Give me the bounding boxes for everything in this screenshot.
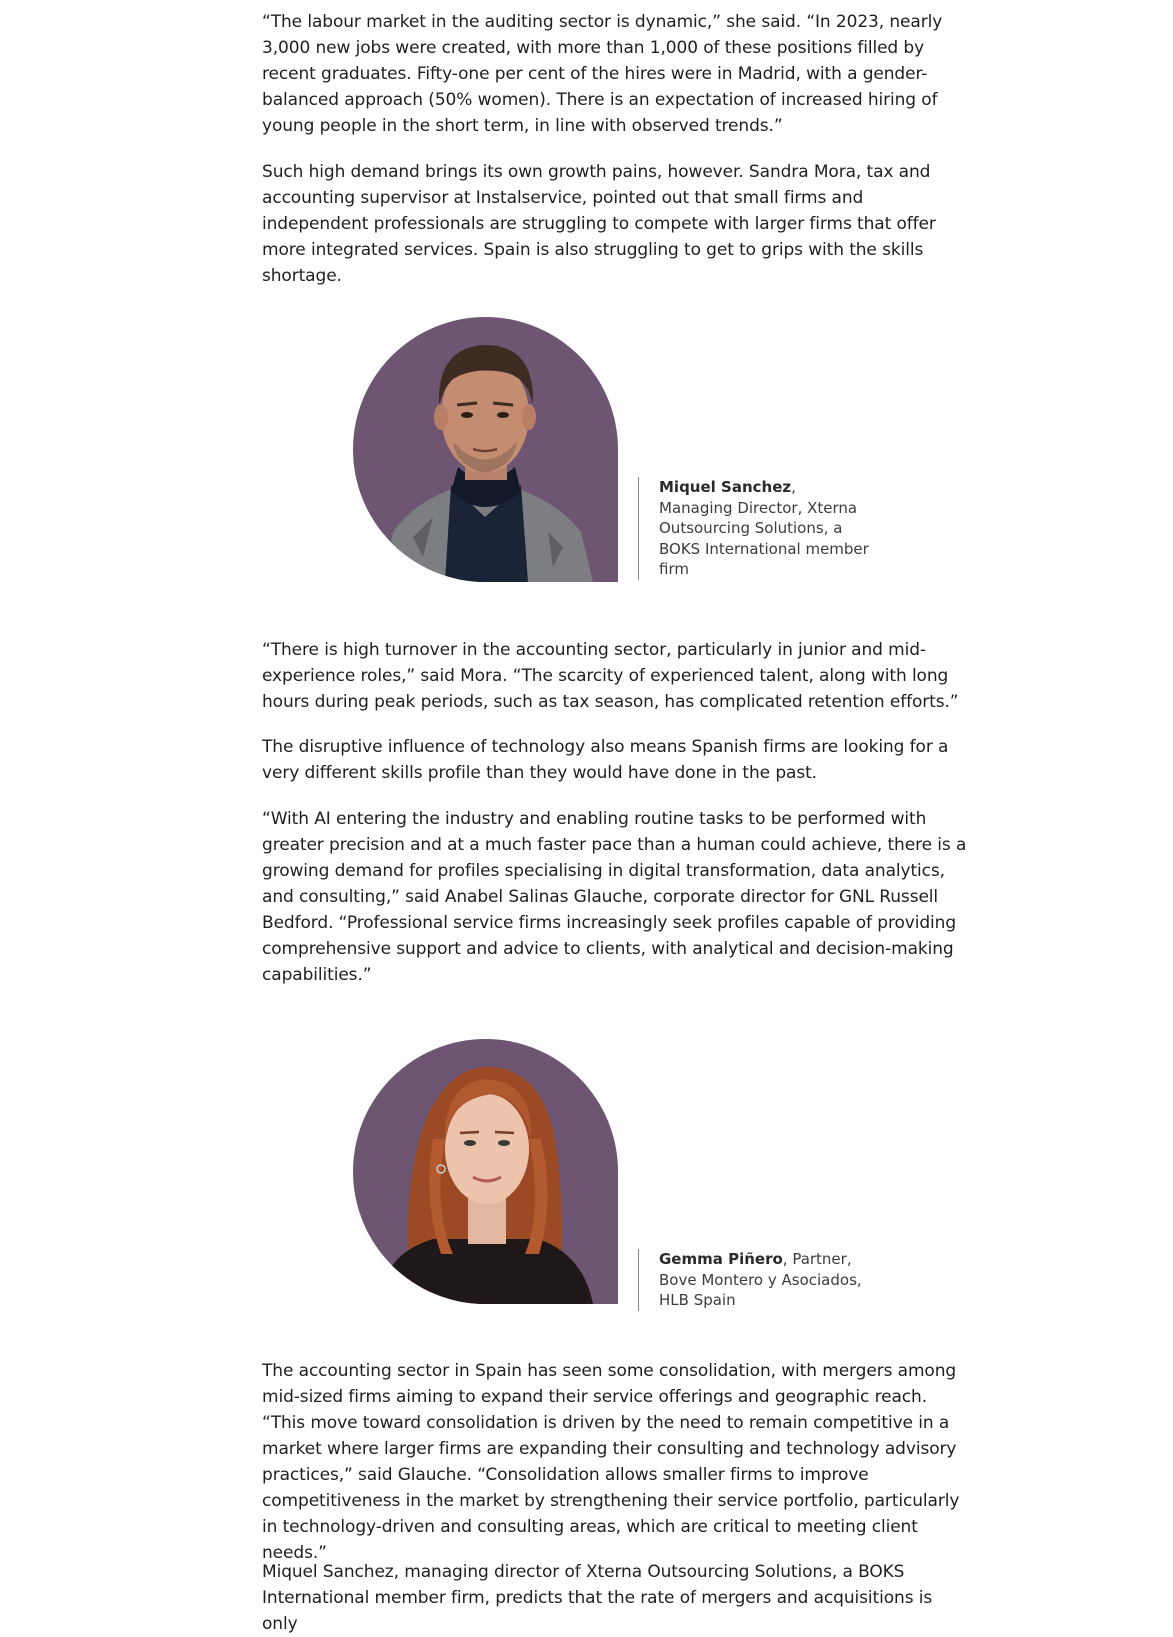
profile-caption <box>638 1249 869 1311</box>
portrait-photo <box>353 1039 618 1304</box>
article-paragraph: “There is high turnover in the accounting sector, particularly in junior and mid-experience roles,” said Mora. “The scarcity of experienced talent, along with long hours during peak periods, such as tax season, has complicated retention efforts.” <box>262 640 959 712</box>
article-paragraph: “With AI entering the industry and enabling routine tasks to be performed with greater precision and at a much faster pace than a human could achieve, there is a growing demand for profiles specialising in digital transformation, data analytics, and consulting,” said Anabel Salinas Glauche, corporate director for GNL Russell Bedford. “Professional service firms increasingly seek profiles capable of providing comprehensive support and advice to clients, with analytical and decision-making capabilities.” <box>262 809 967 985</box>
man-portrait-icon <box>353 317 618 582</box>
article-paragraph: The disruptive influence of technology also means Spanish firms are looking for a very different skills profile than they would have done in the past. <box>262 737 949 783</box>
woman-portrait-icon <box>353 1039 618 1304</box>
article-paragraph: Miquel Sanchez, managing director of Xterna Outsourcing Solutions, a BOKS International member firm, predicts that the rate of mergers and acquisitions is only <box>262 1562 933 1634</box>
article-paragraph: The accounting sector in Spain has seen some consolidation, with mergers among mid-sized firms aiming to expand their service offerings and geographic reach. “This move toward consolidation is driven by the need to remain competitive in a market where larger firms are expanding their consulting and technology advisory practices,” said Glauche. “Consolidation allows smaller firms to improve competitiveness in the market by strengthening their service portfolio, particularly in technology-driven and consulting areas, which are critical to meeting client needs.” <box>262 1361 960 1563</box>
profile-card-miquel-sanchez <box>353 317 873 582</box>
profile-caption <box>638 477 869 580</box>
portrait-photo <box>353 317 618 582</box>
profile-title: , Managing Director, Xterna Outsourcing Solutions, a BOKS International member firm <box>659 478 869 578</box>
profile-card-gemma-pinero <box>353 1039 873 1309</box>
profile-name: Gemma Piñero <box>659 1250 783 1268</box>
profile-title: , Partner, Bove Montero y Asociados, HLB Spain <box>659 1250 862 1309</box>
article-paragraph: Such high demand brings its own growth pains, however. Sandra Mora, tax and accounting supervisor at Instalservice, pointed out that small firms and independent professionals are struggling to compete with larger firms that offer more integrated services. Spain is also struggling to get to grips with the skills shortage. <box>262 162 936 286</box>
profile-name: Miquel Sanchez <box>659 478 792 496</box>
article-paragraph: “The labour market in the auditing sector is dynamic,” she said. “In 2023, nearly 3,000 new jobs were created, with more than 1,000 of these positions filled by recent graduates. Fifty-one per cent of the hires were in Madrid, with a gender-balanced approach (50% women). There is an expectation of increased hiring of young people in the short term, in line with observed trends.” <box>262 12 943 136</box>
